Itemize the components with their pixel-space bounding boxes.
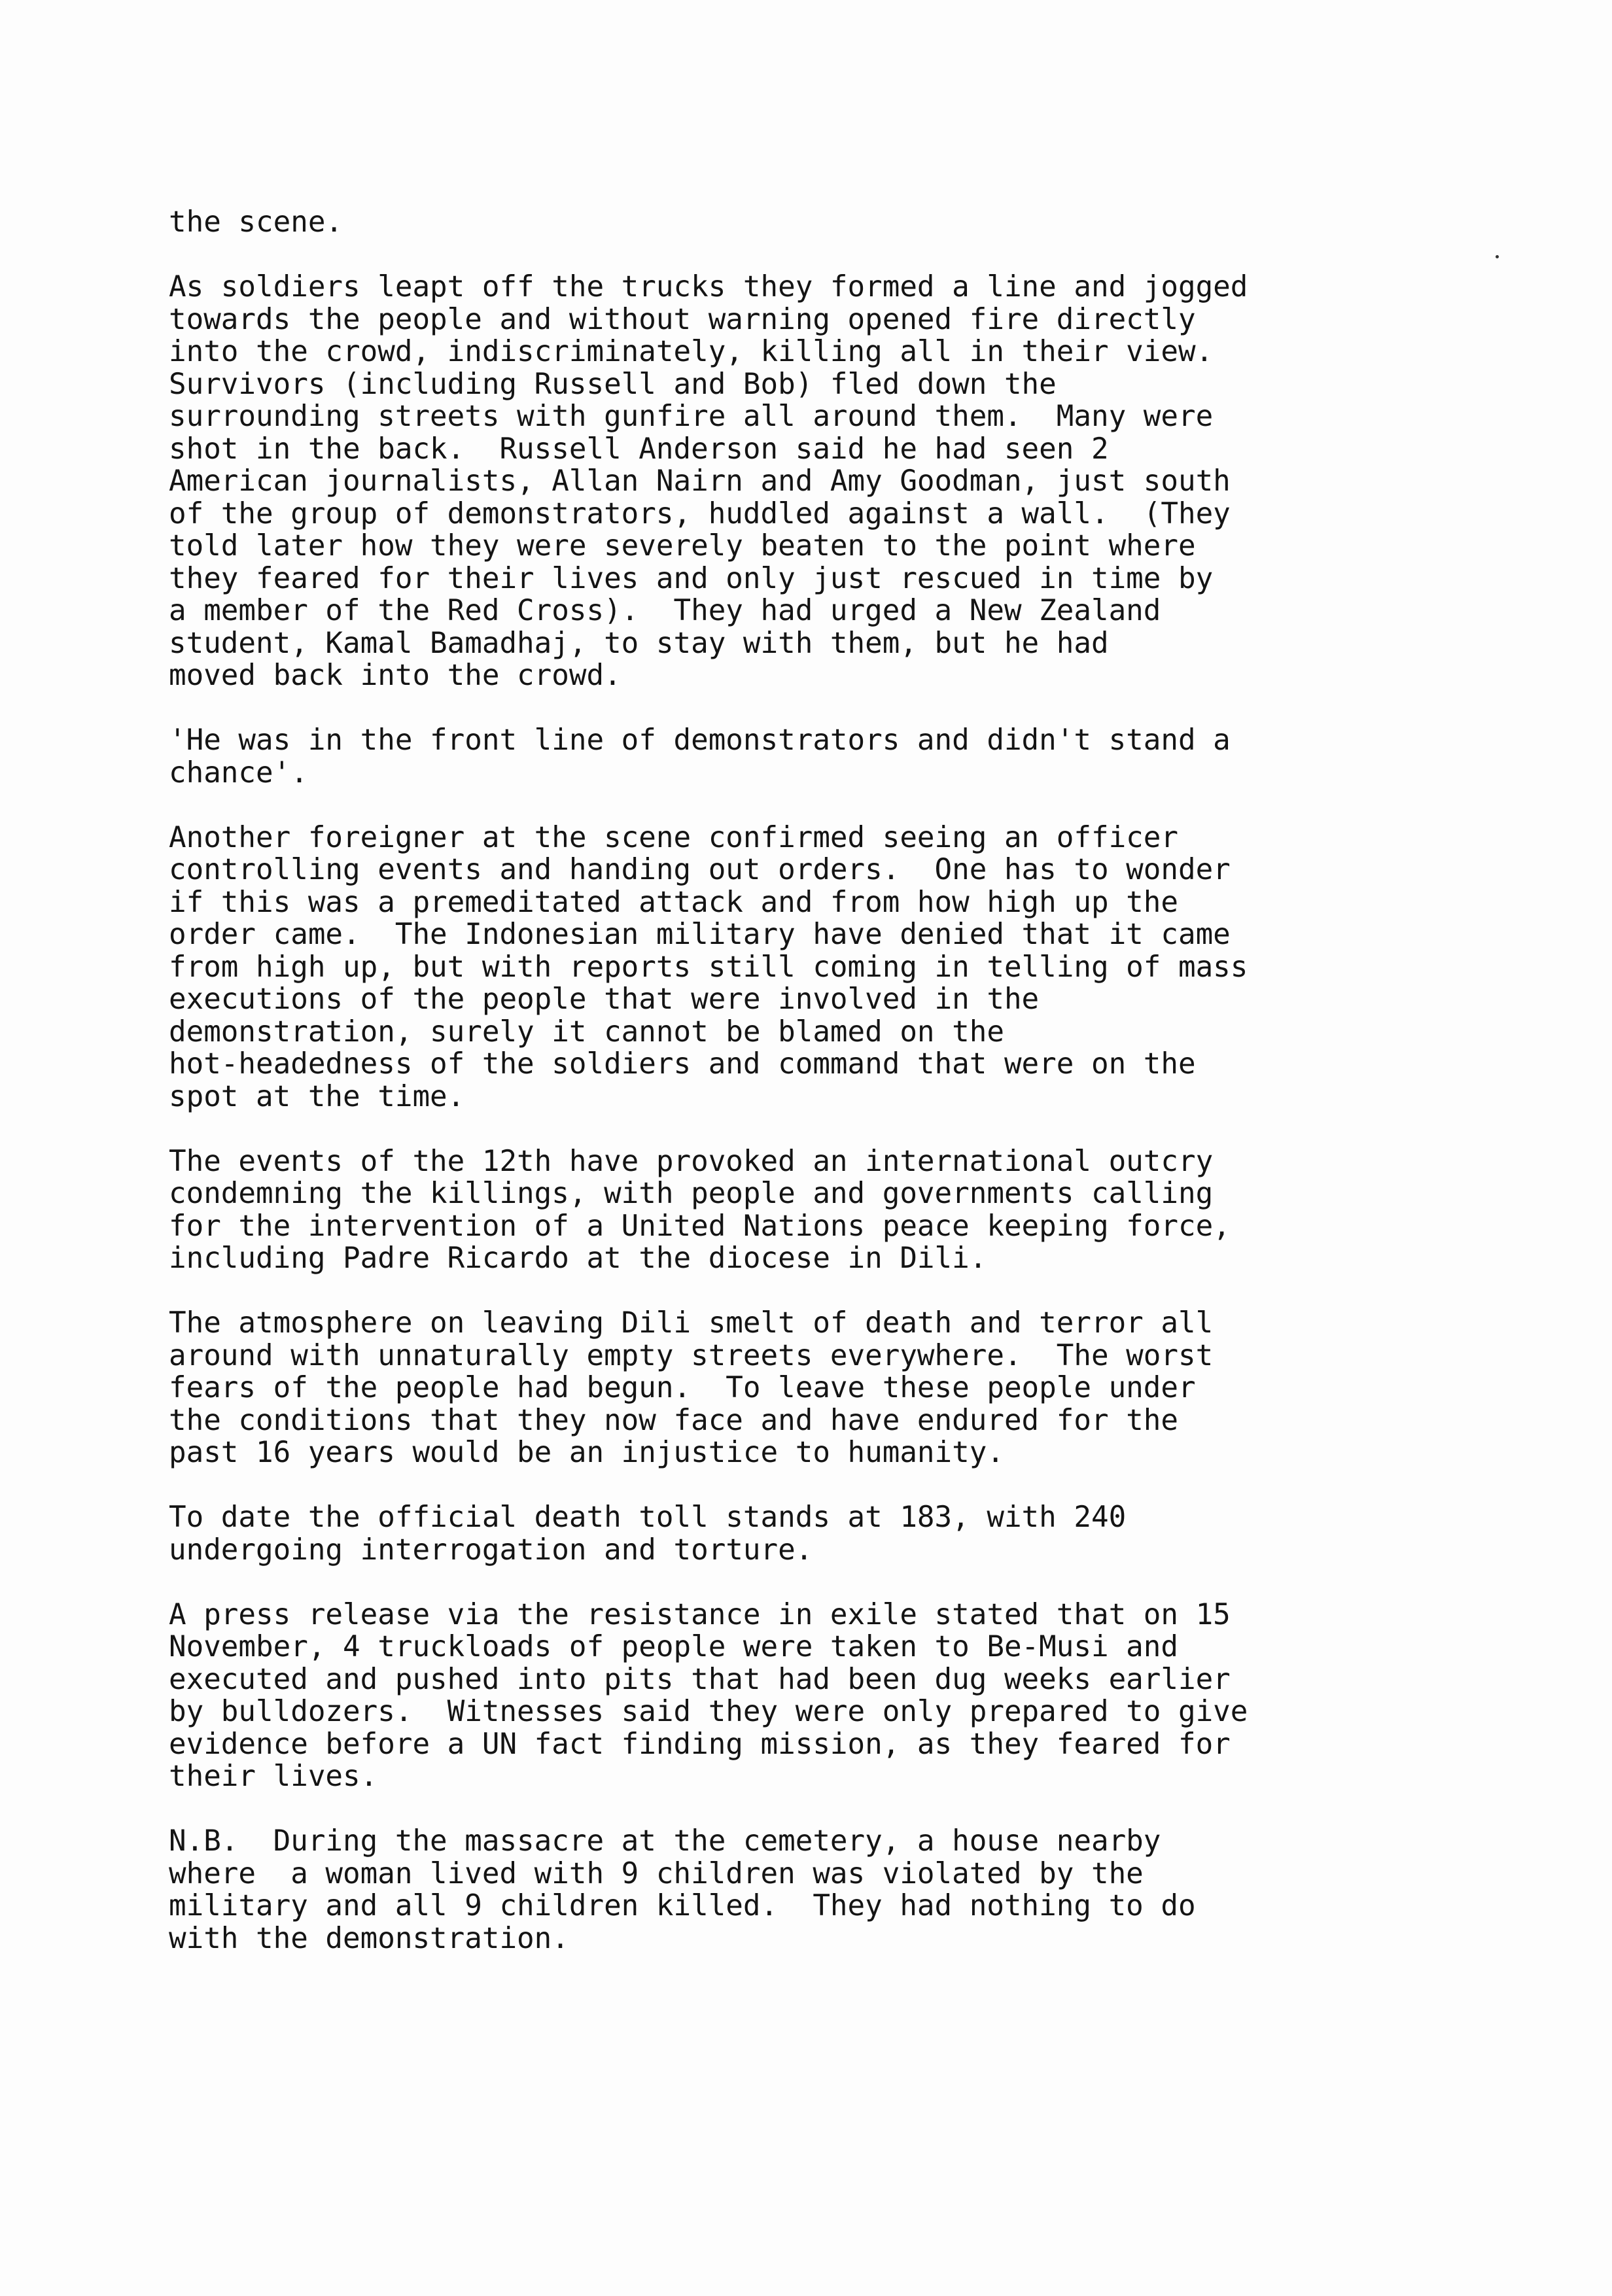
text-line: 'He was in the front line of demonstrators and didn't stand a (169, 723, 1231, 757)
text-line: shot in the back. Russell Anderson said he had seen 2 (169, 432, 1109, 466)
text-line: As soldiers leapt off the trucks they formed a line and jogged (169, 270, 1248, 304)
text-line: by bulldozers. Witnesses said they were only prepared to give (169, 1695, 1248, 1728)
paragraph (169, 206, 1477, 239)
text-line: surrounding streets with gunfire all around them. Many were (169, 400, 1214, 433)
text-line: The atmosphere on leaving Dili smelt of death and terror all (169, 1306, 1214, 1340)
paragraph (169, 1599, 1477, 1793)
text-line: a member of the Red Cross). They had urged a New Zealand (169, 594, 1161, 627)
text-line: evidence before a UN fact finding mission, as they feared for (169, 1727, 1231, 1761)
text-line: for the intervention of a United Nations peace keeping force, (169, 1209, 1231, 1243)
text-line: order came. The Indonesian military have denied that it came (169, 918, 1231, 951)
text-line: if this was a premeditated attack and from how high up the (169, 885, 1178, 919)
text-line: where a woman lived with 9 children was violated by the (169, 1856, 1144, 1890)
paragraph (169, 724, 1477, 789)
text-line: fears of the people had begun. To leave these people under (169, 1371, 1196, 1404)
text-line: The events of the 12th have provoked an international outcry (169, 1144, 1214, 1178)
text-line: N.B. During the massacre at the cemetery, a house nearby (169, 1824, 1161, 1858)
paragraph (169, 1825, 1477, 1955)
text-line: chance'. (169, 756, 308, 790)
text-line: A press release via the resistance in exile stated that on 15 (169, 1597, 1231, 1631)
text-line: moved back into the crowd. (169, 659, 622, 692)
text-line: into the crowd, indiscriminately, killing all in their view. (169, 335, 1214, 368)
text-line: hot-headedness of the soldiers and command that were on the (169, 1047, 1196, 1081)
paragraph (169, 271, 1477, 692)
text-line: student, Kamal Bamadhaj, to stay with them, but he had (169, 626, 1109, 660)
paragraph (169, 1307, 1477, 1469)
text-line: condemning the killings, with people and governments calling (169, 1177, 1214, 1210)
text-line: from high up, but with reports still coming in telling of mass (169, 950, 1248, 984)
text-line: undergoing interrogation and torture. (169, 1533, 813, 1567)
text-line: Another foreigner at the scene confirmed seeing an officer (169, 820, 1178, 854)
text-line: spot at the time. (169, 1079, 465, 1113)
paragraph (169, 822, 1477, 1113)
text-line: past 16 years would be an injustice to humanity. (169, 1436, 1004, 1469)
text-line: their lives. (169, 1760, 378, 1793)
paragraph (169, 1145, 1477, 1275)
text-line: the scene. (169, 205, 343, 239)
text-line: executions of the people that were involved in the (169, 983, 1040, 1016)
text-line: told later how they were severely beaten to the point where (169, 529, 1196, 563)
document-body (169, 206, 1477, 1987)
text-line: around with unnaturally empty streets everywhere. The worst (169, 1338, 1214, 1372)
text-line: military and all 9 children killed. They had nothing to do (169, 1889, 1196, 1922)
paragraph (169, 1501, 1477, 1566)
text-line: they feared for their lives and only just rescued in time by (169, 561, 1214, 595)
text-line: controlling events and handing out orders. One has to wonder (169, 853, 1231, 886)
text-line: of the group of demonstrators, huddled against a wall. (They (169, 496, 1231, 531)
scan-speck (1496, 255, 1499, 258)
text-line: including Padre Ricardo at the diocese in Dili. (169, 1242, 987, 1275)
text-line: Survivors (including Russell and Bob) fled down the (169, 367, 1057, 401)
text-line: demonstration, surely it cannot be blamed on the (169, 1015, 1004, 1049)
text-line: November, 4 truckloads of people were taken to Be-Musi and (169, 1630, 1178, 1663)
text-line: American journalists, Allan Nairn and Amy Goodman, just south (169, 464, 1231, 498)
text-line: To date the official death toll stands at 183, with 240 (169, 1501, 1127, 1534)
text-line: towards the people and without warning opened fire directly (169, 302, 1196, 336)
text-line: the conditions that they now face and have endured for the (169, 1403, 1178, 1437)
text-line: executed and pushed into pits that had been dug weeks earlier (169, 1662, 1231, 1696)
text-line: with the demonstration. (169, 1921, 569, 1955)
